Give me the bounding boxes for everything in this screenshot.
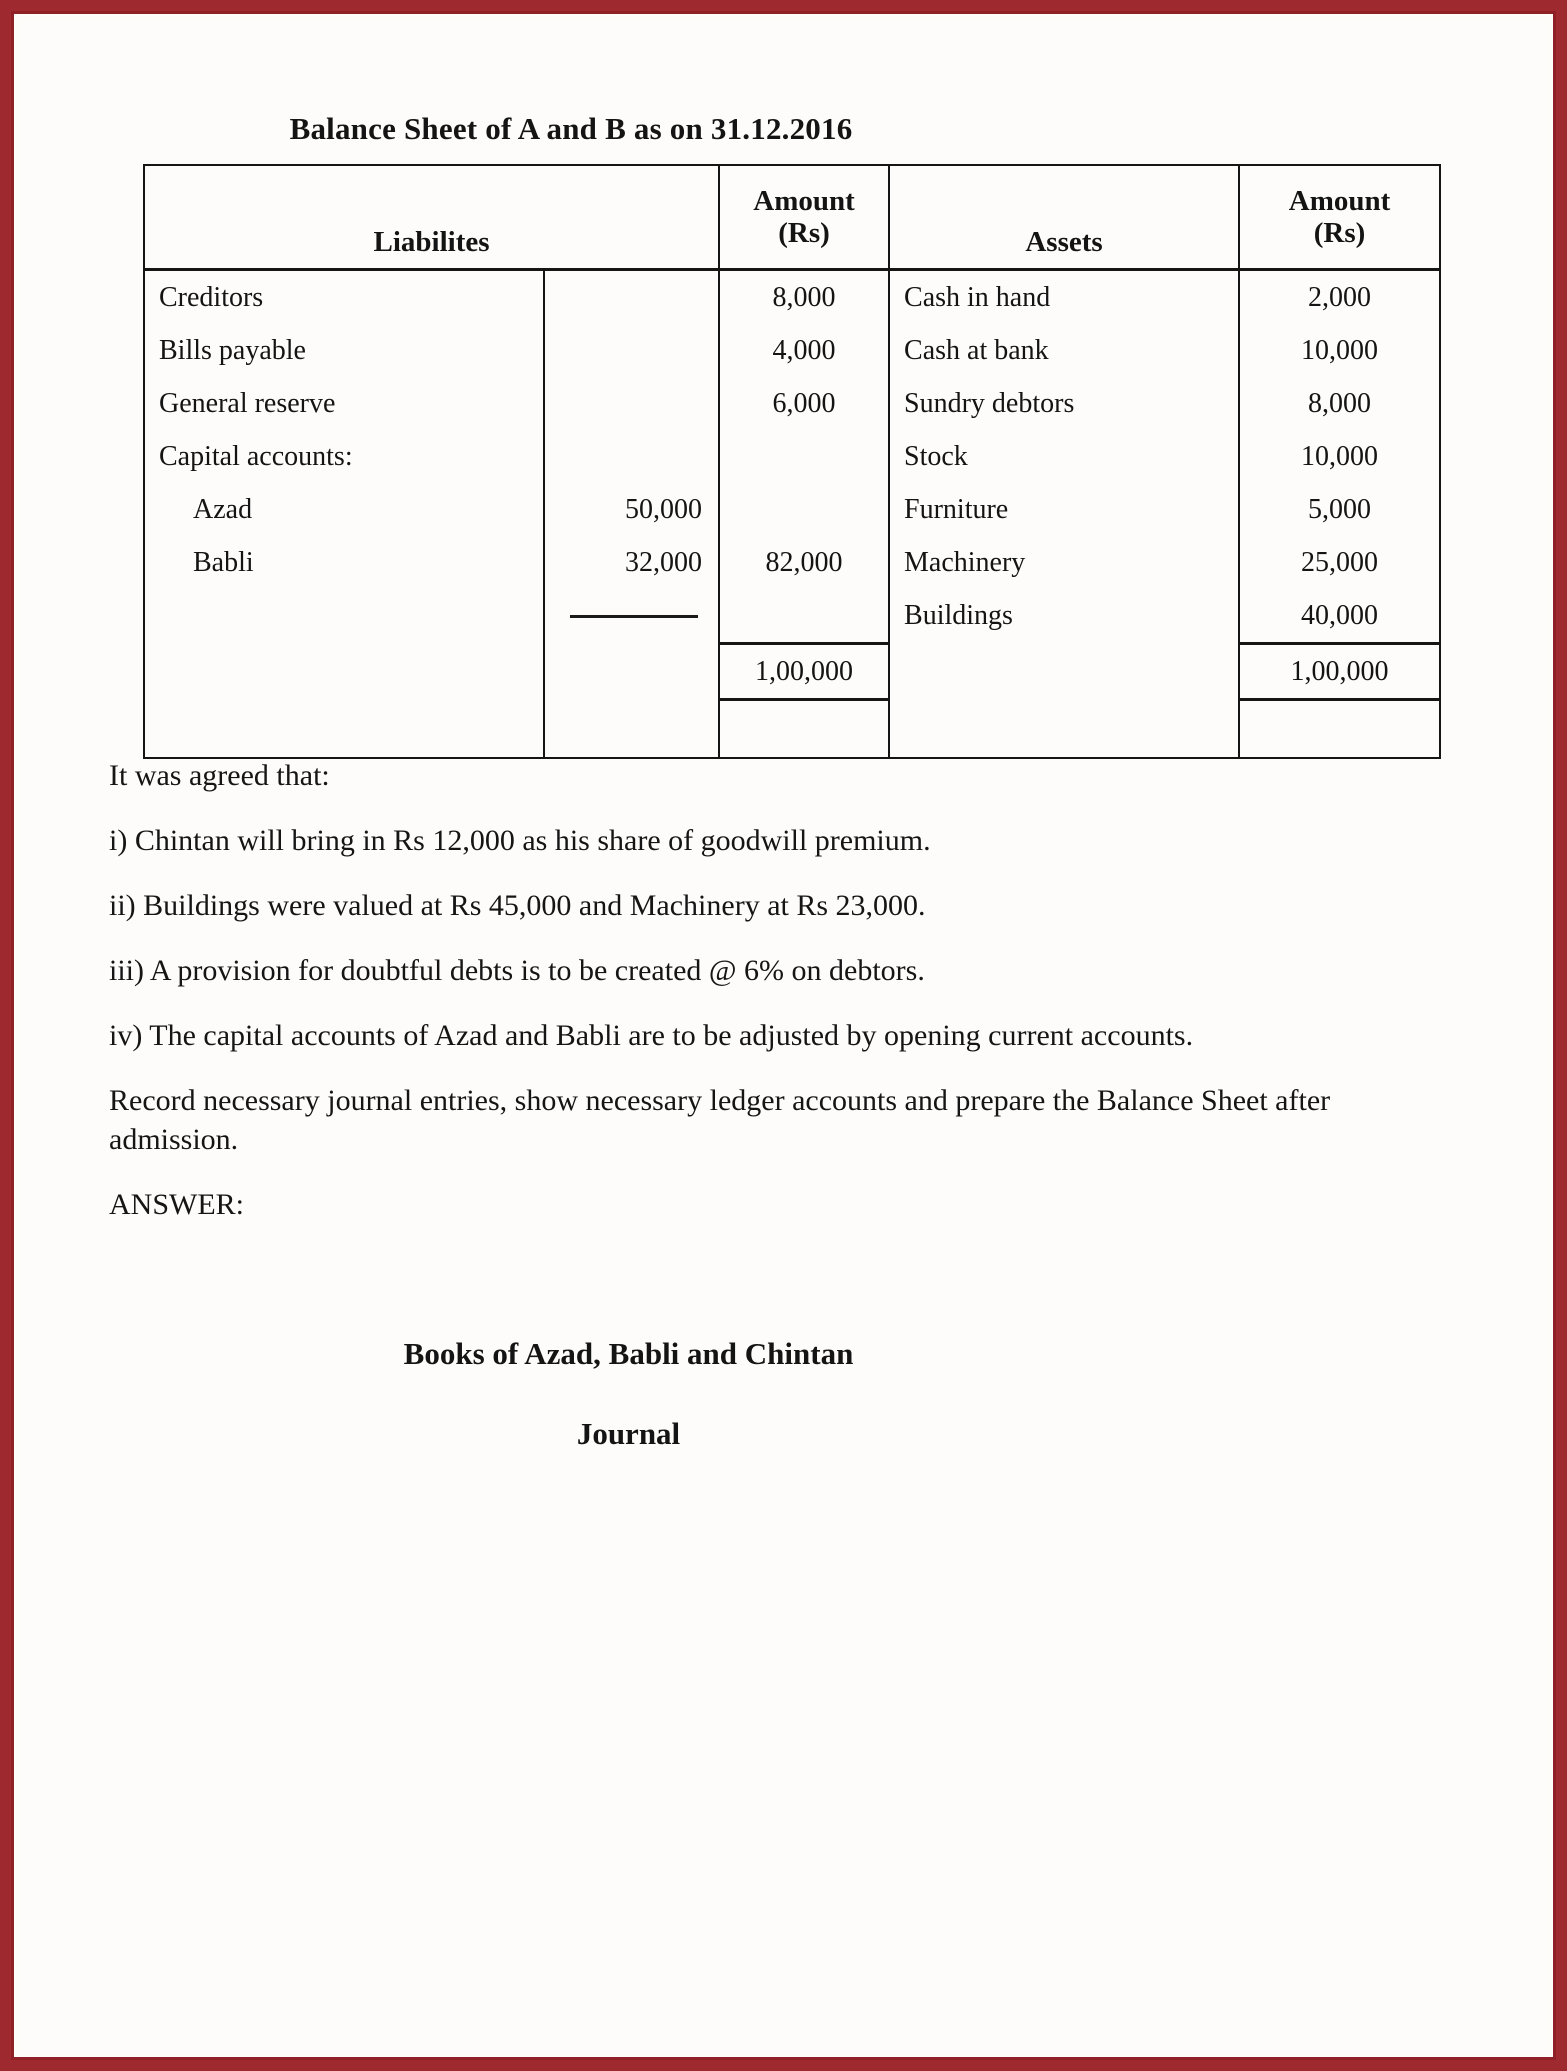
- cell-liability: General reserve: [144, 377, 544, 430]
- answer-section-headings: [21, 1336, 1236, 1452]
- amount-left-unit: (Rs): [778, 217, 830, 249]
- cell-asset-amount: 8,000: [1239, 377, 1440, 430]
- document-content: [21, 21, 1546, 2050]
- table-row-footer-blank: [144, 700, 1440, 759]
- cell-liability-sub: 50,000: [544, 483, 719, 536]
- table-row: [144, 377, 1440, 430]
- page-border-inner: [11, 11, 1556, 2060]
- cell-capital-subtotal-rule: [544, 589, 719, 644]
- cell-asset: Cash in hand: [889, 270, 1239, 325]
- cell-liabilities-total: 1,00,000: [719, 644, 889, 700]
- instructions-task: Record necessary journal entries, show necessary ledger accounts and prepare the Balance Sheet after admission.: [109, 1084, 1331, 1156]
- table-header-row: [144, 165, 1440, 270]
- cell-total-spacer-liability: [144, 644, 544, 700]
- cell-liability: Azad: [144, 483, 544, 536]
- cell-asset: Machinery: [889, 536, 1239, 589]
- cell-asset: Stock: [889, 430, 1239, 483]
- cell-asset-amount: 40,000: [1239, 589, 1440, 644]
- column-header-amount-right: [1239, 165, 1440, 270]
- cell-liability-amount: [719, 589, 889, 644]
- instruction-item-iv: iv) The capital accounts of Azad and Babli are to be adjusted by opening current accounts.: [109, 1019, 1194, 1052]
- cell-liability: Capital accounts:: [144, 430, 544, 483]
- amount-right-word: Amount: [1288, 184, 1391, 217]
- column-header-amount-left: [719, 165, 889, 270]
- cell-liability-amount: 8,000: [719, 270, 889, 325]
- cell-footer-blank-sub: [544, 700, 719, 759]
- cell-asset-amount: 10,000: [1239, 324, 1440, 377]
- cell-asset: Furniture: [889, 483, 1239, 536]
- cell-liability-amount: 82,000: [719, 536, 889, 589]
- cell-liability-amount: [719, 483, 889, 536]
- cell-total-spacer-sub: [544, 644, 719, 700]
- table-row-totals: [144, 644, 1440, 700]
- page-sheet: [21, 21, 1546, 2050]
- column-header-assets: Assets: [889, 165, 1239, 270]
- cell-total-spacer-asset: [889, 644, 1239, 700]
- books-heading: Books of Azad, Babli and Chintan: [403, 1336, 854, 1371]
- instructions-intro: It was agreed that:: [109, 759, 330, 792]
- table-row: [144, 589, 1440, 644]
- cell-liability-amount: [719, 430, 889, 483]
- cell-footer-blank-liability-amount: [719, 700, 889, 759]
- cell-liability-sub: [544, 324, 719, 377]
- cell-asset-amount: 10,000: [1239, 430, 1440, 483]
- table-row: [144, 536, 1440, 589]
- cell-asset: Buildings: [889, 589, 1239, 644]
- cell-asset-amount: 25,000: [1239, 536, 1440, 589]
- cell-liability-sub: [544, 270, 719, 325]
- balance-sheet-table-wrapper: [143, 164, 1439, 759]
- cell-footer-blank-liability: [144, 700, 544, 759]
- cell-footer-blank-asset-amount: [1239, 700, 1440, 759]
- cell-asset: Cash at bank: [889, 324, 1239, 377]
- instructions-block: [109, 756, 1354, 1250]
- journal-heading: Journal: [576, 1416, 681, 1451]
- cell-liability: [144, 589, 544, 644]
- table-row: [144, 324, 1440, 377]
- table-row: [144, 483, 1440, 536]
- cell-footer-blank-asset: [889, 700, 1239, 759]
- cell-liability: Babli: [144, 536, 544, 589]
- table-body: [144, 270, 1440, 759]
- cell-asset: Sundry debtors: [889, 377, 1239, 430]
- cell-assets-total: 1,00,000: [1239, 644, 1440, 700]
- page-title: Balance Sheet of A and B as on 31.12.2016: [289, 111, 853, 146]
- instruction-item-iii: iii) A provision for doubtful debts is to be created @ 6% on debtors.: [109, 954, 925, 987]
- amount-left-word: Amount: [753, 184, 855, 217]
- table-row: [144, 270, 1440, 325]
- table-row: [144, 430, 1440, 483]
- cell-liability-sub: [544, 377, 719, 430]
- cell-liability: Creditors: [144, 270, 544, 325]
- cell-liability-sub: [544, 430, 719, 483]
- instruction-item-i: i) Chintan will bring in Rs 12,000 as his share of goodwill premium.: [109, 824, 931, 857]
- amount-right-unit: (Rs): [1313, 217, 1366, 249]
- answer-label: ANSWER:: [109, 1188, 244, 1221]
- instruction-item-ii: ii) Buildings were valued at Rs 45,000 and Machinery at Rs 23,000.: [109, 889, 926, 922]
- subtotal-underline: [570, 615, 698, 618]
- cell-liability: Bills payable: [144, 324, 544, 377]
- cell-liability-amount: 6,000: [719, 377, 889, 430]
- cell-asset-amount: 2,000: [1239, 270, 1440, 325]
- cell-liability-sub: 32,000: [544, 536, 719, 589]
- column-header-liabilities: Liabilites: [144, 165, 719, 270]
- balance-sheet-table: [143, 164, 1441, 759]
- cell-asset-amount: 5,000: [1239, 483, 1440, 536]
- table-header: [144, 165, 1440, 270]
- cell-liability-amount: 4,000: [719, 324, 889, 377]
